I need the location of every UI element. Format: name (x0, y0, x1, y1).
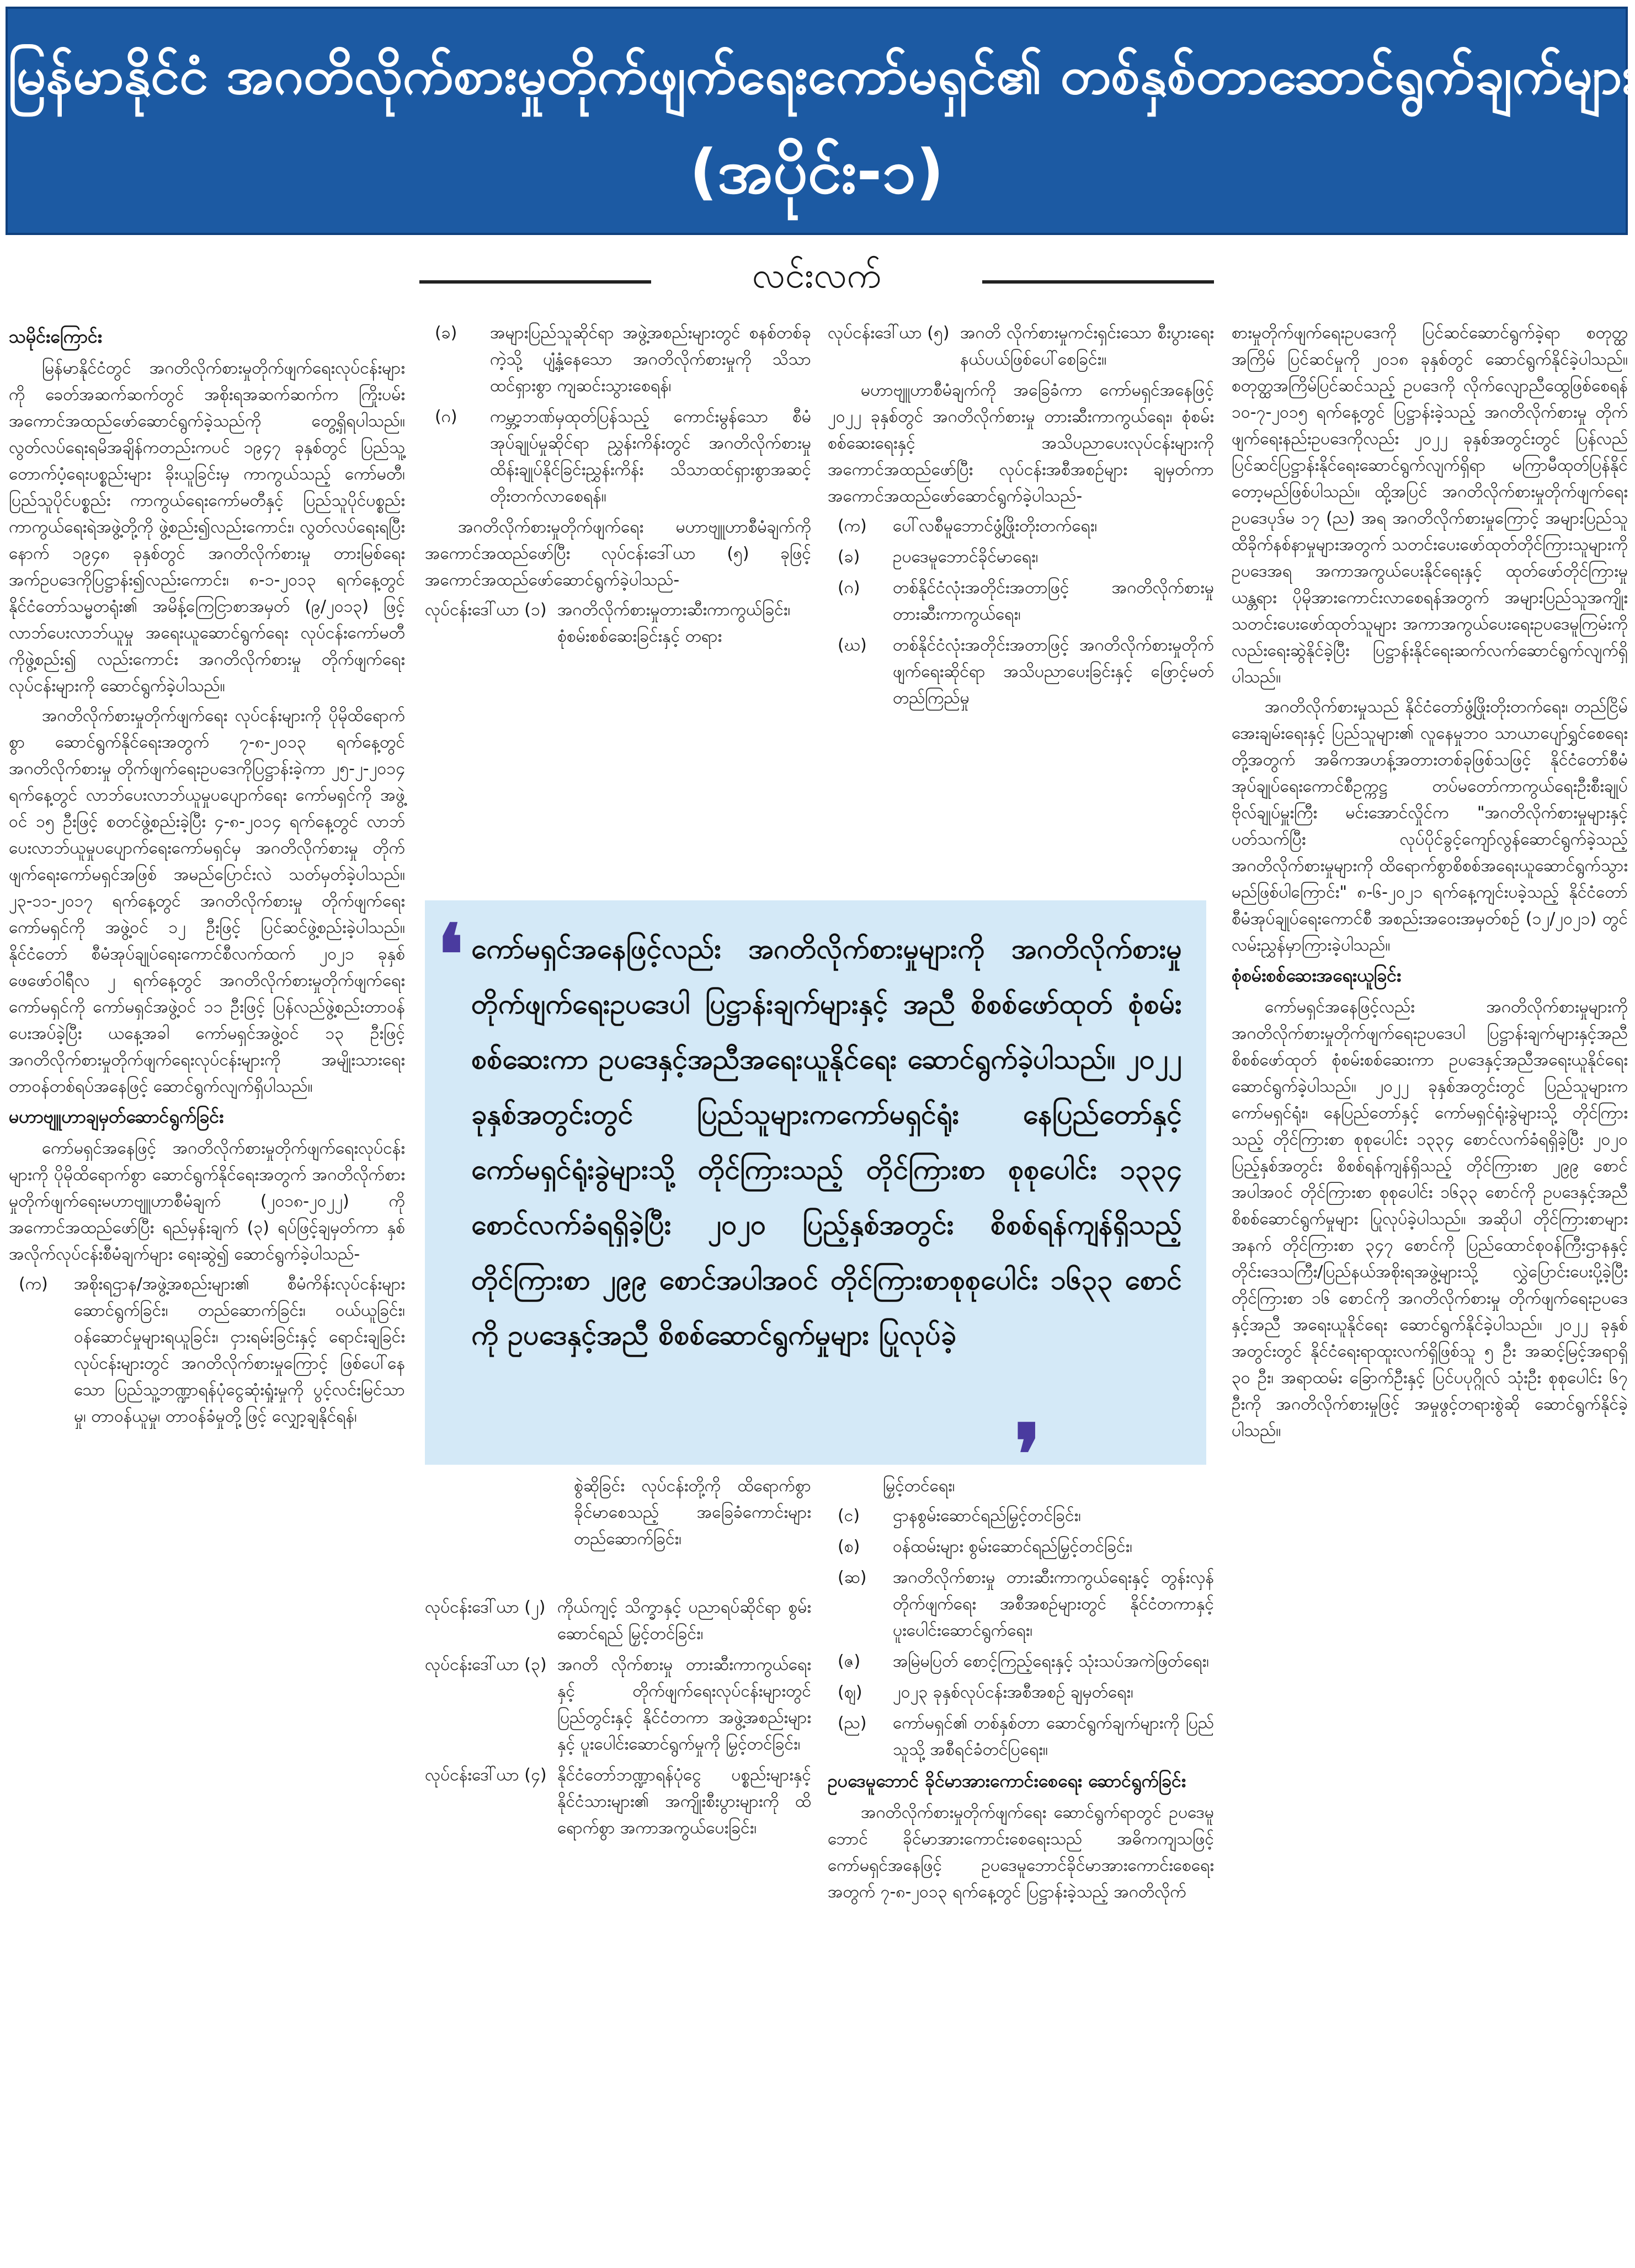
work-area-text: အဂတိ လိုက်စားမှု တားဆီးကာကွယ်ရေးနှင့် တိုက်ဖျက်ရေးလုပ်ငန်းများတွင် ပြည်တွင်းနှင့် နိုင်ငံတကာ အဖွဲ့အစည်းများနှင့် ပူးပေါင်းဆောင်ရွက်မှုကို မြှင့်တင်ခြင်း၊ (557, 1655, 811, 1754)
column-2-bottom (574, 1473, 811, 1556)
list-item (828, 513, 1214, 540)
section-heading-history: သမိုင်းကြောင်း (9, 326, 102, 347)
list-item-number: (ဆ) (838, 1568, 867, 1587)
paragraph: စွဲဆိုခြင်း လုပ်ငန်းတို့ကို ထိရောက်စွာ ခိုင်မာစေသည့် အခြေခံကောင်းများ တည်ဆောက်ခြင်း၊ (574, 1476, 811, 1549)
list-item-text: ပေါ်လစီမူဘောင်ဖွံ့ဖြိုးတိုးတက်ရေး၊ (893, 516, 1098, 536)
list-item-text: တစ်နိုင်ငံလုံးအတိုင်းအတာဖြင့် အဂတိလိုက်စားမှု တားဆီးကာကွယ်ရေး၊ (893, 578, 1214, 624)
list-item (828, 1565, 1214, 1644)
column-2-top (425, 320, 811, 654)
section-heading-investigation: စုံစမ်းစစ်ဆေးအရေးယူခြင်း (1232, 965, 1402, 986)
work-area-item (425, 1652, 811, 1758)
list-item (9, 1271, 405, 1430)
headline-banner (6, 7, 1635, 235)
paragraph: အဂတိလိုက်စားမှုတိုက်ဖျက်ရေး မဟာဗျူဟာစီမံချက်ကို အကောင်အထည်ဖော်ပြီး လုပ်ငန်းဒေါ်ယာ (၅) ခုဖြင့် အကောင်အထည်ဖော်ဆောင်ရွက်ခဲ့ပါသည်- (425, 517, 811, 590)
list-item-number: (ခ) (838, 547, 860, 567)
paragraph: မြှင့်တင်ရေး၊ (883, 1476, 955, 1496)
author-byline: လင်းလက် (752, 255, 882, 296)
list-item-number: (င) (838, 1506, 860, 1525)
list-item-number: (ဇ) (838, 1652, 861, 1671)
list-item-text: ကမ္ဘာ့ဘဏ်မှထုတ်ပြန်သည့် ကောင်းမွန်သော စီမံအုပ်ချုပ်မှုဆိုင်ရာ ညွှန်းကိန်းတွင် အဂတိလိုက်စားမှု ထိန်းချုပ်နိုင်ခြင်းညွှန်းကိန်း သိသာထင်ရှားစွာအဆင့်တိုးတက်လာစေရန်။ (490, 407, 811, 506)
list-item (828, 1648, 1214, 1675)
list-item-number: (က) (19, 1274, 48, 1294)
list-item-number: (ခ) (435, 323, 457, 343)
paragraph: အဂတိလိုက်စားမှုတိုက်ဖျက်ရေး လုပ်ငန်းများကို ပိုမိုထိရောက်စွာ ဆောင်ရွက်နိုင်ရေးအတွက် ၇-၈-၂၀၁၃ ရက်နေ့တွင် အဂတိလိုက်စားမှု တိုက်ဖျက်ရေးဥပဒေကိုပြဋ္ဌာန်းခဲ့ကာ ၂၅-၂-၂၀၁၄ ရက်နေ့တွင် လာဘ်ပေးလာဘ်ယူမှုပပျောက်ရေး ကော်မရှင်ကို အဖွဲ့ဝင် ၁၅ ဦးဖြင့် စတင်ဖွဲ့စည်းခဲ့ပြီး ၄-၈-၂၀၁၄ ရက်နေ့တွင် လာဘ်ပေးလာဘ်ယူမှုပပျောက်ရေးကော်မရှင်မှ အဂတိလိုက်စားမှု တိုက်ဖျက်ရေးကော်မရှင်အဖြစ် အမည်ပြောင်းလဲ သတ်မှတ်ခဲ့ပါသည်။ ၂၃-၁၁-၂၀၁၇ ရက်နေ့တွင် အဂတိလိုက်စားမှု တိုက်ဖျက်ရေးကော်မရှင်ကို အဖွဲ့ဝင် ၁၂ ဦးဖြင့် ပြင်ဆင်ဖွဲ့စည်းခဲ့ပါသည်။ နိုင်ငံတော် စီမံအုပ်ချုပ်ရေးကောင်စီလက်ထက် ၂၀၂၁ ခုနှစ် ဖေဖော်ဝါရီလ ၂ ရက်နေ့တွင် အဂတိလိုက်စားမှုတိုက်ဖျက်ရေးကော်မရှင်ကို ကော်မရှင်အဖွဲ့ဝင် ၁၁ ဦးဖြင့် ပြန်လည်ဖွဲ့စည်းတာဝန်ပေးအပ်ခဲ့ပြီး ယနေ့အခါ ကော်မရှင်အဖွဲ့ဝင် ၁၃ ဦးဖြင့် အဂတိလိုက်စားမှုတိုက်ဖျက်ရေးလုပ်ငန်းများကို အမျိုးသားရေးတာဝန်တစ်ရပ်အနေဖြင့် ဆောင်ရွက်လျက်ရှိပါသည်။ (9, 706, 405, 1096)
list-item-text: အဂတိလိုက်စားမှု တားဆီးကာကွယ်ရေးနှင့် တွန်းလှန်တိုက်ဖျက်ရေး အစီအစဉ်များတွင် နိုင်ငံတကာနှင့်ပူးပေါင်းဆောင်ရွက်ရေး၊ (893, 1568, 1214, 1640)
section-heading-legal-framework: ဥပဒေမူဘောင် ခိုင်မာအားကောင်းစေရေး ဆောင်ရွက်ခြင်း (828, 1770, 1186, 1791)
list-item (425, 404, 811, 510)
work-area-label: လုပ်ငန်းဒေါ်ယာ (၅) (828, 323, 950, 343)
list-item-text: ဥပဒေမူဘောင်ခိုင်မာရေး၊ (893, 547, 1038, 567)
column-3-bottom (828, 1473, 1214, 1909)
list-item (828, 1679, 1214, 1706)
list-item-number: (ဈ) (838, 1683, 862, 1702)
work-area-label: လုပ်ငန်းဒေါ်ယာ (၁) (425, 600, 547, 620)
headline-part: (အပိုင်း-၁) (689, 136, 944, 207)
list-item (828, 1710, 1214, 1763)
list-item (828, 1503, 1214, 1529)
list-item-text: အများပြည်သူဆိုင်ရာ အဖွဲ့အစည်းများတွင် စနစ်တစ်ခုကဲ့သို့ ပျံ့နှံ့နေသော အဂတိလိုက်စားမှုကို သိသာထင်ရှားစွာ ကျဆင်းသွားစေရန်၊ (490, 323, 811, 396)
paragraph: အဂတိလိုက်စားမှုသည် နိုင်ငံတော်ဖွံ့ဖြိုးတိုးတက်ရေး၊ တည်ငြိမ်အေးချမ်းရေးနှင့် ပြည်သူများ၏ လူနေမှုဘဝ သာယာပျော်ရွှင်စေရေးတို့အတွက် အဓိကအဟန့်အတားတစ်ခုဖြစ်သဖြင့် နိုင်ငံတော်စီမံအုပ်ချုပ်ရေးကောင်စီဥက္ကဋ္ဌ တပ်မတော်ကာကွယ်ရေးဦးစီးချုပ် ဗိုလ်ချုပ်မှူးကြီး မင်းအောင်လှိုင်က "အဂတိလိုက်စားမှုများနှင့် ပတ်သက်ပြီး လုပ်ပိုင်ခွင့်ကျော်လွန်ဆောင်ရွက်ခဲ့သည့် အဂတိလိုက်စားမှုများကို ထိရောက်စွာစိစစ်အရေးယူဆောင်ရွက်သွားမည်ဖြစ်ပါကြောင်း" ၈-၆-၂၀၂၁ ရက်နေ့ကျင်းပခဲ့သည့် နိုင်ငံတော် စီမံအုပ်ချုပ်ရေးကောင်စီ အစည်းအဝေးအမှတ်စဉ် (၁၂/၂၀၂၁) တွင် လမ်းညွှန်မှာကြားခဲ့ပါသည်။ (1232, 697, 1628, 955)
paragraph: အဂတိလိုက်စားမှုတိုက်ဖျက်ရေး ဆောင်ရွက်ရာတွင် ဥပဒေမူဘောင် ခိုင်မာအားကောင်းစေရေးသည် အဓိကကျသဖြင့် ကော်မရှင်အနေဖြင့် ဥပဒေမူဘောင်ခိုင်မာအားကောင်းစေရေးအတွက် ၇-၈-၂၀၁၃ ရက်နေ့တွင် ပြဋ္ဌာန်းခဲ့သည့် အဂတိလိုက် (828, 1803, 1214, 1902)
work-area-label: လုပ်ငန်းဒေါ်ယာ (၂) (425, 1598, 546, 1617)
byline-area (419, 254, 1214, 298)
paragraph: ကော်မရှင်အနေဖြင့်လည်း အဂတိလိုက်စားမှုများကို အဂတိလိုက်စားမှုတိုက်ဖျက်ရေးဥပဒေပါ ပြဋ္ဌာန်းချက်များနှင့်အညီ စိစစ်ဖော်ထုတ် စုံစမ်းစစ်ဆေးကာ ဥပဒေနှင့်အညီအရေးယူနိုင်ရေး ဆောင်ရွက်ခဲ့ပါသည်။ ၂၀၂၂ ခုနှစ်အတွင်းတွင် ပြည်သူများက ကော်မရှင်ရုံး၊ နေပြည်တော်နှင့် ကော်မရှင်ရုံးခွဲများသို့ တိုင်ကြားသည့် တိုင်ကြားစာ စုစုပေါင်း ၁၃၃၄ စောင်လက်ခံရရှိခဲ့ပြီး ၂၀၂၀ ပြည့်နှစ်အတွင်း စိစစ်ရန်ကျန်ရှိသည့် တိုင်ကြားစာ ၂၉၉ စောင်အပါအဝင် တိုင်ကြားစာ စုစုပေါင်း ၁၆၃၃ စောင်ကို ဥပဒေနှင့်အညီ စိစစ်ဆောင်ရွက်မှုများ ပြုလုပ်ခဲ့ပါသည်။ အဆိုပါ တိုင်ကြားစာများအနက် တိုင်ကြားစာ ၃၄၇ စောင်ကို ပြည်ထောင်စုဝန်ကြီးဌာနနှင့် တိုင်းဒေသကြီး/ပြည်နယ်အစိုးရအဖွဲ့များသို့ လွှဲပြောင်းပေးပို့ခဲ့ပြီး တိုင်ကြားစာ ၁၆ စောင်ကို အဂတိလိုက်စားမှု တိုက်ဖျက်ရေးဥပဒေနှင့်အညီ အရေးယူနိုင်ရေး ဆောင်ရွက်နိုင်ခဲ့ပါသည်။ ၂၀၂၂ ခုနှစ်အတွင်းတွင် နိုင်ငံရေးရာထူးလက်ရှိဖြစ်သူ ၅ ဦး အဆင့်မြင့်အရာရှိ ၃၀ ဦး၊ အရာထမ်း ခြောက်ဦးနှင့် ပြင်ပပုဂ္ဂိုလ် သုံးဦး စုစုပေါင်း ၆၇ ဦးကို အဂတိလိုက်စားမှုဖြင့် အမှုဖွင့်တရားစွဲဆို ဆောင်ရွက်နိုင်ခဲ့ပါသည်။ (1232, 997, 1628, 1440)
list-item (425, 320, 811, 399)
work-area-label: လုပ်ငန်းဒေါ်ယာ (၃) (425, 1655, 547, 1674)
list-item-text: ဌာနစွမ်းဆောင်ရည်မြှင့်တင်ခြင်း၊ (893, 1506, 1082, 1525)
column-4 (1232, 320, 1628, 1448)
work-area-item (425, 597, 811, 650)
list-item-text: ဝန်ထမ်းများ စွမ်းဆောင်ရည်မြှင့်တင်ခြင်း၊ (893, 1537, 1133, 1556)
open-quote-icon: ❛ (437, 906, 464, 1004)
list-item-text: ၂၀၂၃ ခုနှစ်လုပ်ငန်းအစီအစဉ် ချမှတ်ရေး၊ (893, 1683, 1133, 1702)
headline-title: မြန်မာနိုင်ငံ အဂတိလိုက်စားမှုတိုက်ဖျက်ရေးကော်မရှင်၏ တစ်နှစ်တာဆောင်ရွက်ချက်များ (8, 46, 1635, 106)
list-item-text: တစ်နိုင်ငံလုံးအတိုင်းအတာဖြင့် အဂတိလိုက်စားမှုတိုက်ဖျက်ရေးဆိုင်ရာ အသိပညာပေးခြင်းနှင့် ဖြောင့်မတ်တည်ကြည်မှု (893, 636, 1214, 708)
work-area-item (425, 1594, 811, 1647)
list-item-text: ကော်မရှင်၏ တစ်နှစ်တာ ဆောင်ရွက်ချက်များကို ပြည်သူသို့ အစီရင်ခံတင်ပြရေး။ (893, 1714, 1214, 1759)
work-area-item (828, 320, 1214, 373)
work-area-item (425, 1762, 811, 1842)
section-heading-strategy: မဟာဗျူဟာချမှတ်ဆောင်ရွက်ခြင်း (9, 1106, 224, 1127)
work-area-label: လုပ်ငန်းဒေါ်ယာ (၄) (425, 1765, 547, 1785)
list-item (828, 575, 1214, 628)
list-item (828, 544, 1214, 570)
paragraph: ကော်မရှင်အနေဖြင့် အဂတိလိုက်စားမှုတိုက်ဖျက်ရေးလုပ်ငန်းများကို ပိုမိုထိရောက်စွာ ဆောင်ရွက်နိုင်ရေးအတွက် အဂတိလိုက်စားမှုတိုက်ဖျက်ရေးမဟာဗျူဟာစီမံချက် (၂၀၁၈-၂၀၂၂) ကို အကောင်အထည်ဖော်ပြီး ရည်မှန်းချက် (၃) ရပ်ဖြင့်ချမှတ်ကာ နှစ်အလိုက်လုပ်ငန်းစီမံချက်များ ရေးဆွဲ၍ ဆောင်ရွက်ခဲ့ပါသည်- (9, 1139, 405, 1264)
list-item-text: အမြဲမပြတ် စောင့်ကြည့်ရေးနှင့် သုံးသပ်အကဲဖြတ်ရေး၊ (893, 1652, 1209, 1671)
close-quote-icon: ❜ (1014, 1406, 1041, 1503)
list-item-number: (ည) (838, 1714, 867, 1733)
list-item (828, 1534, 1214, 1560)
list-item-number: (က) (838, 516, 867, 536)
list-item-number: (ဃ) (838, 636, 867, 655)
work-area-text: အဂတိ လိုက်စားမှုကင်းရှင်းသော စီးပွားရေးနယ်ပယ်ဖြစ်ပေါ်စေခြင်း။ (960, 323, 1214, 369)
work-area-text: အဂတိလိုက်စားမှုတားဆီးကာကွယ်ခြင်း၊ စုံစမ်းစစ်ဆေးခြင်းနှင့် တရား (557, 600, 791, 646)
column-1 (9, 320, 405, 1434)
paragraph: မြန်မာနိုင်ငံတွင် အဂတိလိုက်စားမှုတိုက်ဖျက်ရေးလုပ်ငန်းများကို ခေတ်အဆက်ဆက်တွင် အစိုးရအဆက်ဆက်က ကြိုးပမ်းအကောင်အထည်ဖော်ဆောင်ရွက်ခဲ့သည်ကို တွေ့ရှိရပါသည်။ လွတ်လပ်ရေးရမိအချိန်ကတည်းကပင် ၁၉၄၇ ခုနှစ်တွင် ပြည်သူ့တောက်ပံ့ရေးပစ္စည်းများ ခိုးယူခြင်းမှ ကာကွယ်သည့် ကော်မတီ၊ ပြည်သူပိုင်ပစ္စည်း ကာကွယ်ရေးကော်မတီနှင့် ပြည်သူပိုင်ပစ္စည်း ကာကွယ်ရေးရဲအဖွဲ့တို့ကို ဖွဲ့စည်း၍လည်းကောင်း၊ လွတ်လပ်ရေးရပြီးနောက် ၁၉၄၈ ခုနှစ်တွင် အဂတိလိုက်စားမှု တားမြစ်ရေး အက်ဥပဒေကိုပြဋ္ဌာန်း၍လည်းကောင်း၊ ၈-၁-၂၀၁၃ ရက်နေ့တွင် နိုင်ငံတော်သမ္မတရုံး၏ အမိန့်ကြေငြာစာအမှတ် (၉/၂၀၁၃) ဖြင့် လာဘ်ပေးလာဘ်ယူမှု အရေးယူဆောင်ရွက်ရေး လုပ်ငန်းကော်မတီကိုဖွဲ့စည်း၍ လည်းကောင်း အဂတိလိုက်စားမှု တိုက်ဖျက်ရေးလုပ်ငန်းများကို ဆောင်ရွက်ခဲ့ပါသည်။ (9, 359, 405, 696)
list-item-number: (စ) (838, 1537, 860, 1556)
work-area-text: နိုင်ငံတော်ဘဏ္ဍာရန်ပုံငွေ ပစ္စည်းများနှင့် နိုင်ငံသားများ၏ အကျိုးစီးပွားများကို ထိရောက်စွာ အကာအကွယ်ပေးခြင်း၊ (557, 1765, 811, 1838)
list-item-text: အစိုးရဌာန/အဖွဲ့အစည်းများ၏ စီမံကိန်းလုပ်ငန်းများ ဆောင်ရွက်ခြင်း၊ တည်ဆောက်ခြင်း၊ ဝယ်ယူခြင်း၊ ဝန်ဆောင်မှုများရယူခြင်း၊ ငှားရမ်းခြင်းနှင့် ရောင်းချခြင်းလုပ်ငန်းများတွင် အဂတိလိုက်စားမှုကြောင့် ဖြစ်ပေါ်နေသော ပြည်သူ့ဘဏ္ဍာရန်ပုံငွေဆုံးရှုံးမှုကို ပွင့်လင်းမြင်သာမှု၊ တာဝန်ယူမှု၊ တာဝန်ခံမှုတို့ဖြင့် လျှော့ချနိုင်ရန်၊ (74, 1274, 405, 1426)
list-item-number: (ဂ) (435, 407, 457, 426)
list-item-number: (ဂ) (838, 578, 860, 597)
pull-quote-text: ကော်မရှင်အနေဖြင့်လည်း အဂတိလိုက်စားမှုများကို အဂတိလိုက်စားမှုတိုက်ဖျက်ရေးဥပဒေပါ ပြဋ္ဌာန်းချက်များနှင့် အညီ စိစစ်ဖော်ထုတ် စုံစမ်းစစ်ဆေးကာ ဥပဒေနှင့်အညီအရေးယူနိုင်ရေး ဆောင်ရွက်ခဲ့ပါသည်။ ၂၀၂၂ ခုနှစ်အတွင်းတွင် ပြည်သူများကကော်မရှင်ရုံး နေပြည်တော်နှင့် ကော်မရှင်ရုံးခွဲများသို့ တိုင်ကြားသည့် တိုင်ကြားစာ စုစုပေါင်း ၁၃၃၄ စောင်လက်ခံရရှိခဲ့ပြီး ၂၀၂၀ ပြည့်နှစ်အတွင်း စိစစ်ရန်ကျန်ရှိသည့် တိုင်ကြားစာ ၂၉၉ စောင်အပါအဝင် တိုင်ကြားစာစုစုပေါင်း ၁၆၃၃ စောင်ကို ဥပဒေနှင့်အညီ စိစစ်ဆောင်ရွက်မှုများ ပြုလုပ်ခဲ့ (471, 933, 1182, 1351)
list-item (828, 632, 1214, 712)
paragraph: စားမှုတိုက်ဖျက်ရေးဥပဒေကို ပြင်ဆင်ဆောင်ရွက်ခဲ့ရာ စတုတ္ထအကြိမ် ပြင်ဆင်မှုကို ၂၀၁၈ ခုနှစ်တွင် ဆောင်ရွက်နိုင်ခဲ့ပါသည်။ စတုတ္ထအကြိမ်ပြင်ဆင်သည့် ဥပဒေကို လိုက်လျောညီထွေဖြစ်စေရန် ၁၀-၇-၂၀၁၅ ရက်နေ့တွင် ပြဋ္ဌာန်းခဲ့သည့် အဂတိလိုက်စားမှု တိုက်ဖျက်ရေးနည်းဥပဒေကိုလည်း ၂၀၂၂ ခုနှစ်အတွင်းတွင် ပြန်လည်ပြင်ဆင်ပြဋ္ဌာန်းနိုင်ရေးဆောင်ရွက်လျက်ရှိရာ မကြာမီထုတ်ပြန်နိုင်တော့မည်ဖြစ်ပါသည်။ ထို့အပြင် အဂတိလိုက်စားမှုတိုက်ဖျက်ရေးဥပဒေပုဒ်မ ၁၇ (ည) အရ အဂတိလိုက်စားမှုကြောင့် အများပြည်သူထိခိုက်နစ်နာမှုများအတွက် သတင်းပေးဖော်ထုတ်တိုင်ကြားသူများကိုဥပဒေအရ အကာအကွယ်ပေးနိုင်ရေးနှင့် ထုတ်ဖော်တိုင်ကြားမှုယန္တရား ပိုမိုအားကောင်းလာစေရန်အတွက် အများပြည်သူအကျိုးသတင်းပေးဖော်ထုတ်သူများ အကာအကွယ်ပေးရေးဥပဒေမူကြမ်းကိုလည်းရေးဆွဲနိုင်ခဲ့ပြီး ပြဋ္ဌာန်းနိုင်ရေးဆက်လက်ဆောင်ရွက်လျက်ရှိပါသည်။ (1232, 323, 1628, 687)
paragraph: မဟာဗျူဟာစီမံချက်ကို အခြေခံကာ ကော်မရှင်အနေဖြင့် ၂၀၂၂ ခုနှစ်တွင် အဂတိလိုက်စားမှု တားဆီးကာကွယ်ရေး၊ စုံစမ်းစစ်ဆေးရေးနှင့် အသိပညာပေးလုပ်ငန်းများကို အကောင်အထည်ဖော်ပြီး လုပ်ငန်းအစီအစဉ်များ ချမှတ်ကာ အကောင်အထည်ဖော်ဆောင်ရွက်ခဲ့ပါသည်- (828, 381, 1214, 506)
column-3-top (828, 320, 1214, 716)
column-2-work-areas (425, 1594, 811, 1846)
work-area-text: ကိုယ်ကျင့် သိက္ခာနှင့် ပညာရပ်ဆိုင်ရာ စွမ်းဆောင်ရည် မြှင့်တင်ခြင်း၊ (557, 1598, 811, 1643)
